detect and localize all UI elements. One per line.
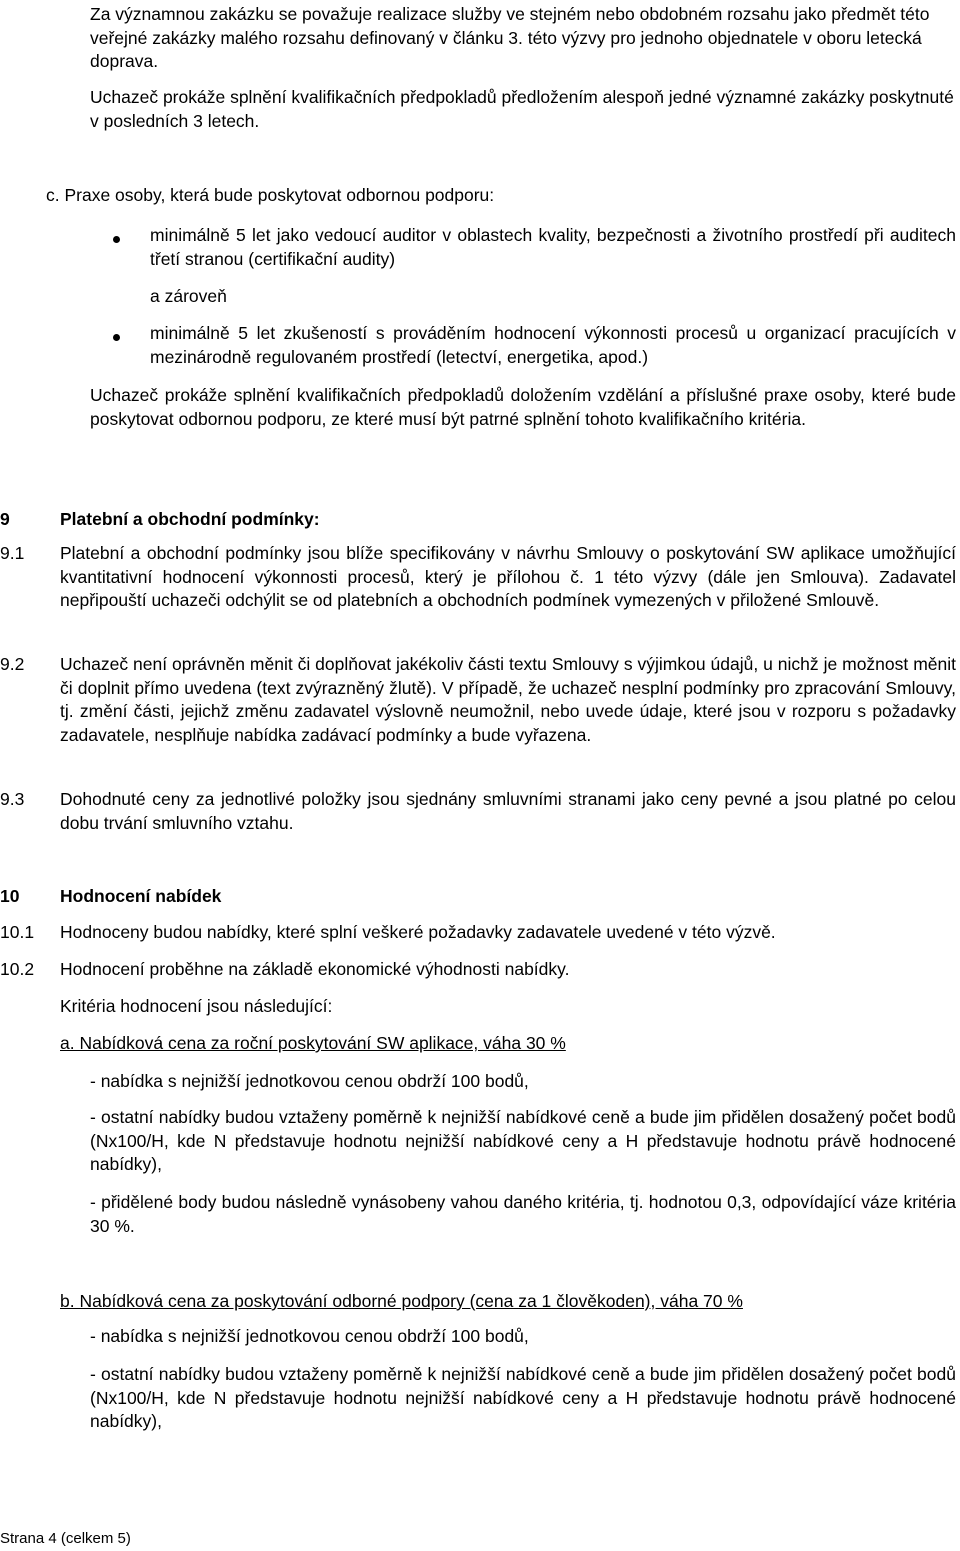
section-10-1-number: 10.1 xyxy=(0,922,35,942)
section-9-title: Platební a obchodní podmínky: xyxy=(60,509,320,529)
criterion-a-line-2: - ostatní nabídky budou vztaženy poměrně k nejnižší nabídkové ceně a bude jim přidělen dosažený počet bodů (Nx100/H, kde N představuje hodnotu nejnižší nabídkové ceny a H představuje hodnotu právě hodnocené nabídky), xyxy=(90,1107,956,1174)
section-9-2-number: 9.2 xyxy=(0,654,25,674)
section-10-2-text: Hodnocení proběhne na základě ekonomické výhodnosti nabídky. xyxy=(60,959,570,979)
section-c-bullet-2: minimálně 5 let zkušeností s prováděním hodnocení výkonnosti procesů u organizací pracujících v mezinárodně regulovaném prostředí (letectví, energetika, apod.) xyxy=(150,323,956,367)
section-10-1-text: Hodnoceny budou nabídky, které splní veškeré požadavky zadavatele uvedené v této výzvě. xyxy=(60,922,776,942)
bullet-icon xyxy=(113,236,120,243)
section-c-connector: a zároveň xyxy=(150,286,227,306)
criterion-b-line-2: - ostatní nabídky budou vztaženy poměrně k nejnižší nabídkové ceně a bude jim přidělen dosažený počet bodů (Nx100/H, kde N představuje hodnotu nejnižší nabídkové ceny a H představuje hodnotu právě hodnocené nabídky), xyxy=(90,1364,956,1431)
section-9-3-text: Dohodnuté ceny za jednotlivé položky jsou sjednány smluvními stranami jako ceny pevné a jsou platné po celou dobu trvání smluvního vztahu. xyxy=(60,789,956,833)
section-10-2-number: 10.2 xyxy=(0,959,35,979)
section-10-number: 10 xyxy=(0,886,20,906)
section-9-3-number: 9.3 xyxy=(0,789,25,809)
section-9-number: 9 xyxy=(0,509,10,529)
criterion-b-line-1: - nabídka s nejnižší jednotkovou cenou obdrží 100 bodů, xyxy=(90,1326,529,1346)
section-c-bullet-1: minimálně 5 let jako vedoucí auditor v oblastech kvality, bezpečnosti a životního prostředí při auditech třetí stranou (certifikační audity) xyxy=(150,225,956,269)
section-c-proof: Uchazeč prokáže splnění kvalifikačních předpokladů doložením vzdělání a příslušné praxe osoby, které bude poskytovat odbornou podporu, ze které musí být patrné splnění tohoto kvalifikačního kritéria. xyxy=(90,385,956,429)
bullet-icon xyxy=(113,334,120,341)
section-10-title: Hodnocení nabídek xyxy=(60,886,222,906)
criteria-intro: Kritéria hodnocení jsou následující: xyxy=(60,996,333,1016)
criterion-a-line-3: - přidělené body budou následně vynásobeny vahou daného kritéria, tj. hodnotou 0,3, odpovídající váze kritéria 30 %. xyxy=(90,1192,956,1236)
criterion-a-line-1: - nabídka s nejnižší jednotkovou cenou obdrží 100 bodů, xyxy=(90,1071,529,1091)
intro-paragraph-2: Uchazeč prokáže splnění kvalifikačních předpokladů předložením alespoň jedné významné zakázky poskytnuté v posledních 3 letech. xyxy=(90,87,954,131)
criterion-a-title: a. Nabídková cena za roční poskytování SW aplikace, váha 30 % xyxy=(60,1033,566,1053)
section-c-heading: c. Praxe osoby, která bude poskytovat odbornou podporu: xyxy=(46,185,495,205)
intro-paragraph-1: Za významnou zakázku se považuje realizace služby ve stejném nebo obdobném rozsahu jako předmět této veřejné zakázky malého rozsahu definovaný v článku 3. této výzvy pro jednoho objednatele v oboru letecká doprava. xyxy=(90,4,930,71)
section-9-1-number: 9.1 xyxy=(0,543,25,563)
section-9-1-text: Platební a obchodní podmínky jsou blíže specifikovány v návrhu Smlouvy o poskytování SW aplikace umožňující kvantitativní hodnocení výkonnosti procesů, který je přílohou č. 1 této výzvy (dále jen Smlouva). Zadavatel nepřipouští uchazeči odchýlit se od platebních a obchodních podmínek vymezených v přiložené Smlouvě. xyxy=(60,543,956,610)
page-footer: Strana 4 (celkem 5) xyxy=(0,1530,131,1547)
section-9-2-text: Uchazeč není oprávněn měnit či doplňovat jakékoliv části textu Smlouvy s výjimkou údajů, u nichž je možnost měnit či doplnit přímo uvedena (text zvýrazněný žlutě). V případě, že uchazeč nesplní podmínky pro zpracování Smlouvy, tj. změní části, jejichž změnu zadavatel výslovně neumožnil, nebo uvede údaje, které jsou v rozporu s požadavky zadavatele, nesplňuje nabídka zadávací podmínky a bude vyřazena. xyxy=(60,654,956,745)
criterion-b-title: b. Nabídková cena za poskytování odborné podpory (cena za 1 člověkoden), váha 70 % xyxy=(60,1291,743,1311)
